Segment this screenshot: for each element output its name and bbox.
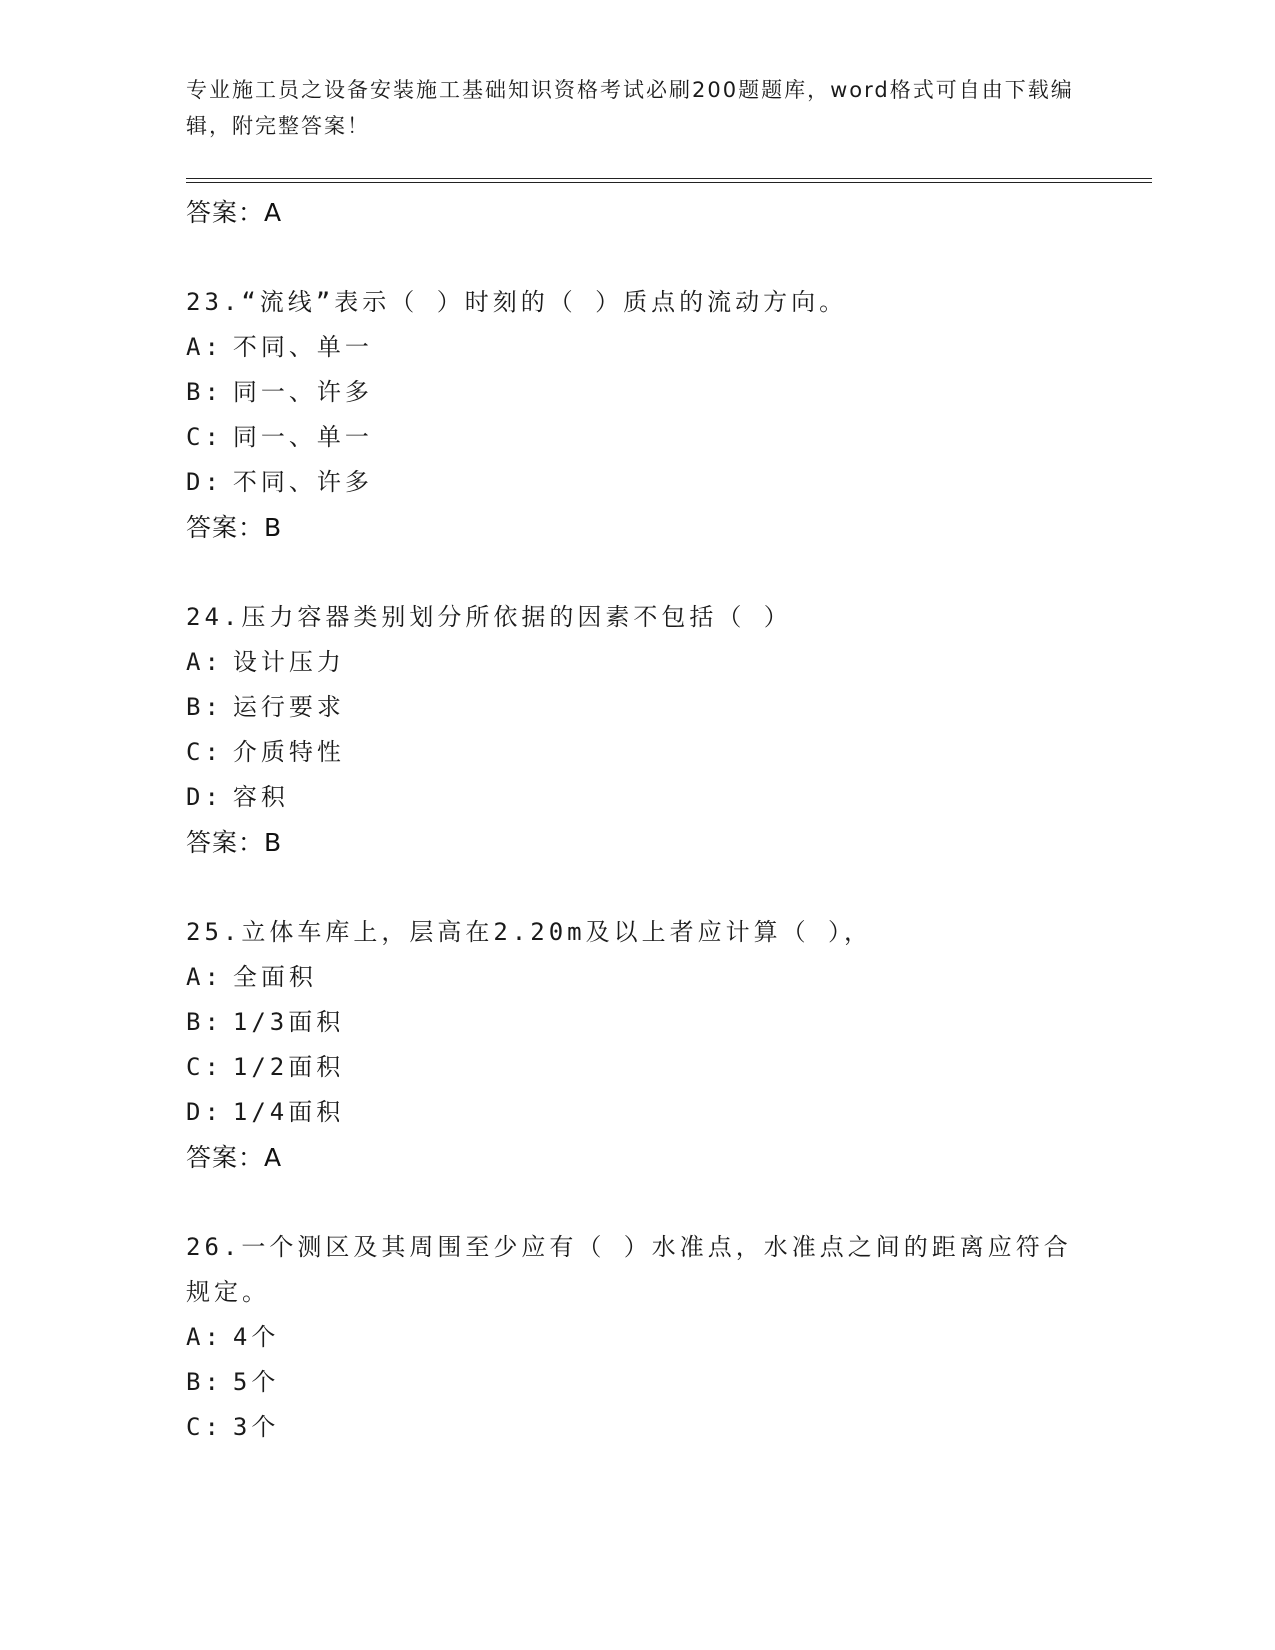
answer-value: B [264,828,283,857]
answer-label: 答案： [186,513,265,542]
option-text: 1/2面积 [232,1053,345,1081]
option-letter: A [186,963,205,991]
answer-option [186,325,1086,370]
option-text: 3个 [232,1413,280,1441]
question-answer [186,505,1086,551]
answer-option [186,640,1086,685]
answer-option [186,460,1086,505]
previous-answer [186,190,1086,236]
option-separator: : [204,648,223,676]
option-separator: : [204,1008,223,1036]
option-separator: : [204,1413,223,1441]
option-letter: D [186,1098,205,1126]
option-text: 5个 [232,1368,280,1396]
option-separator: : [204,468,223,496]
question-item [186,595,1086,866]
answer-option [186,1045,1086,1090]
answer-option [186,955,1086,1000]
option-separator: : [204,1053,223,1081]
document-header: 专业施工员之设备安装施工基础知识资格考试必刷200题题库，word格式可自由下载编辑，附完整答案！ [186,78,1074,138]
question-text: 26.一个测区及其周围至少应有（ ）水准点，水准点之间的距离应符合规定。 [186,1233,1072,1306]
option-separator: : [204,963,223,991]
answer-option [186,1405,1086,1450]
answer-value: B [264,513,283,542]
option-letter: D [186,468,205,496]
question-text: 23.“流线”表示（ ）时刻的（ ）质点的流动方向。 [186,288,848,316]
option-text: 同一、许多 [232,378,373,406]
answer-option [186,1090,1086,1135]
option-separator: : [204,738,223,766]
option-text: 1/4面积 [232,1098,345,1126]
option-separator: : [204,693,223,721]
option-separator: : [204,333,223,361]
answer-option [186,685,1086,730]
option-letter: B [186,378,205,406]
option-text: 运行要求 [232,693,345,721]
option-letter: B [186,1368,205,1396]
option-letter: A [186,333,205,361]
question-item [186,910,1086,1181]
option-letter: C [186,1413,205,1441]
question-text: 25.立体车库上，层高在2.20m及以上者应计算（ ）， [186,918,873,946]
answer-option [186,1000,1086,1045]
question-item [186,1225,1086,1450]
answer-label: 答案： [186,828,265,857]
header-divider [186,178,1152,183]
option-separator: : [204,1368,223,1396]
option-separator: : [204,783,223,811]
answer-option [186,730,1086,775]
answer-value: A [264,198,283,227]
question-text: 24.压力容器类别划分所依据的因素不包括（ ） [186,603,792,631]
option-letter: C [186,1053,205,1081]
option-letter: A [186,648,205,676]
question-answer [186,1135,1086,1181]
option-text: 设计压力 [232,648,345,676]
option-text: 1/3面积 [232,1008,345,1036]
answer-label: 答案： [186,198,265,227]
answer-option [186,415,1086,460]
option-letter: A [186,1323,205,1351]
answer-label: 答案： [186,1143,265,1172]
option-text: 介质特性 [232,738,345,766]
option-text: 容积 [232,783,289,811]
answer-option [186,775,1086,820]
answer-option [186,370,1086,415]
question-list [186,190,1086,1450]
option-letter: C [186,738,205,766]
answer-option [186,1360,1086,1405]
option-letter: B [186,693,205,721]
option-text: 不同、许多 [232,468,373,496]
option-letter: C [186,423,205,451]
answer-option [186,1315,1086,1360]
question-item [186,280,1086,551]
option-separator: : [204,1098,223,1126]
questions-container [186,280,1086,1450]
option-text: 全面积 [232,963,317,991]
answer-value: A [264,1143,283,1172]
option-letter: B [186,1008,205,1036]
option-text: 同一、单一 [232,423,373,451]
question-answer [186,820,1086,866]
option-letter: D [186,783,205,811]
option-text: 不同、单一 [232,333,373,361]
option-text: 4个 [232,1323,280,1351]
option-separator: : [204,423,223,451]
option-separator: : [204,1323,223,1351]
option-separator: : [204,378,223,406]
